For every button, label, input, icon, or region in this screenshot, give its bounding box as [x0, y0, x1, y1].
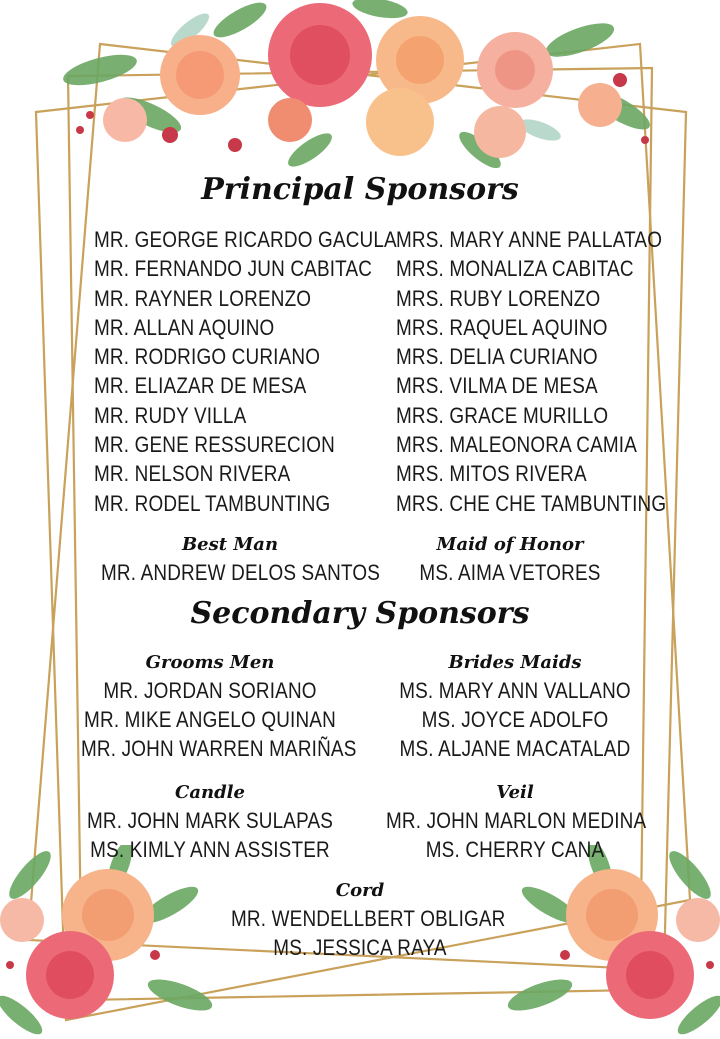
cord-section: [210, 878, 510, 962]
principal-sponsors-men-list: [94, 225, 397, 518]
sponsor-name: MRS. MITOS RIVERA: [396, 461, 587, 487]
sponsor-name: MRS. MALEONORA CAMIA: [396, 432, 638, 458]
sponsor-name: MRS. MONALIZA CABITAC: [396, 256, 634, 282]
candle-sponsor-name: MR. JOHN MARK SULAPAS: [86, 808, 334, 833]
groomsman-name: MR. MIKE ANGELO QUINAN: [84, 707, 336, 732]
cord-sponsor-name: MS. JESSICA RAYA: [273, 935, 447, 960]
floral-bottom-right-decoration: [490, 845, 720, 1039]
sponsor-name: MRS. RUBY LORENZO: [396, 285, 601, 311]
sponsor-name: MRS. DELIA CURIANO: [396, 344, 598, 370]
veil-sponsor-name: MR. JOHN MARLON MEDINA: [386, 808, 647, 833]
sponsor-name: MRS. CHE CHE TAMBUNTING: [396, 490, 667, 516]
veil-sponsor-name: MS. CHERRY CANA: [425, 837, 605, 862]
cord-sponsor-name: MR. WENDELLBERT OBLIGAR: [231, 906, 506, 931]
bridesmaid-name: MS. JOYCE ADOLFO: [421, 707, 609, 732]
candle-section: [60, 780, 360, 864]
bridesmaid-name: MS. ALJANE MACATALAD: [399, 736, 631, 761]
sponsor-name: MR. FERNANDO JUN CABITAC: [94, 256, 373, 282]
sponsor-name: MR. RODEL TAMBUNTING: [94, 490, 331, 516]
groomsman-name: MR. JORDAN SORIANO: [103, 678, 317, 703]
sponsor-name: MR. GENE RESSURECION: [94, 432, 336, 458]
sponsor-name: MR. ELIAZAR DE MESA: [94, 373, 307, 399]
sponsor-name: MRS. MARY ANNE PALLATAO: [396, 227, 663, 252]
veil-section: [365, 780, 665, 864]
maid-of-honor-name: MS. AIMA VETORES: [419, 560, 601, 585]
sponsor-name: MR. RODRIGO CURIANO: [94, 344, 321, 370]
floral-top-decoration: [60, 0, 660, 185]
groomsman-name: MR. JOHN WARREN MARIÑAS: [81, 736, 357, 761]
sponsor-name: MR. RUDY VILLA: [94, 402, 247, 428]
sponsor-name: MR. RAYNER LORENZO: [94, 285, 312, 311]
brides-maids-label: Brides Maids: [448, 652, 582, 673]
principal-sponsors-women-list: [396, 225, 666, 518]
sponsor-name: MRS. GRACE MURILLO: [396, 402, 609, 428]
maid-of-honor-label: Maid of Honor: [436, 534, 584, 555]
candle-sponsor-name: MS. KIMLY ANN ASSISTER: [90, 837, 330, 862]
sponsor-name: MRS. RAQUEL AQUINO: [396, 314, 608, 340]
bridesmaid-name: MS. MARY ANN VALLANO: [399, 678, 631, 703]
sponsor-name: MR. ALLAN AQUINO: [94, 314, 275, 340]
sponsor-name: MR. NELSON RIVERA: [94, 461, 291, 487]
sponsor-name: MRS. VILMA DE MESA: [396, 373, 598, 399]
veil-label: Veil: [496, 782, 534, 803]
candle-label: Candle: [175, 782, 245, 803]
floral-bottom-left-decoration: [0, 845, 230, 1039]
best-man-label: Best Man: [181, 534, 279, 555]
grooms-men-section: [60, 650, 360, 763]
cord-label: Cord: [335, 880, 385, 901]
grooms-men-label: Grooms Men: [145, 652, 275, 673]
brides-maids-section: [365, 650, 665, 763]
sponsor-name: MR. GEORGE RICARDO GACULA: [94, 227, 397, 252]
maid-of-honor-section: [360, 532, 660, 587]
best-man-section: [80, 532, 380, 587]
best-man-name: MR. ANDREW DELOS SANTOS: [101, 560, 381, 585]
secondary-sponsors-heading: Secondary Sponsors: [190, 596, 530, 631]
principal-sponsors-heading: Principal Sponsors: [201, 172, 519, 207]
